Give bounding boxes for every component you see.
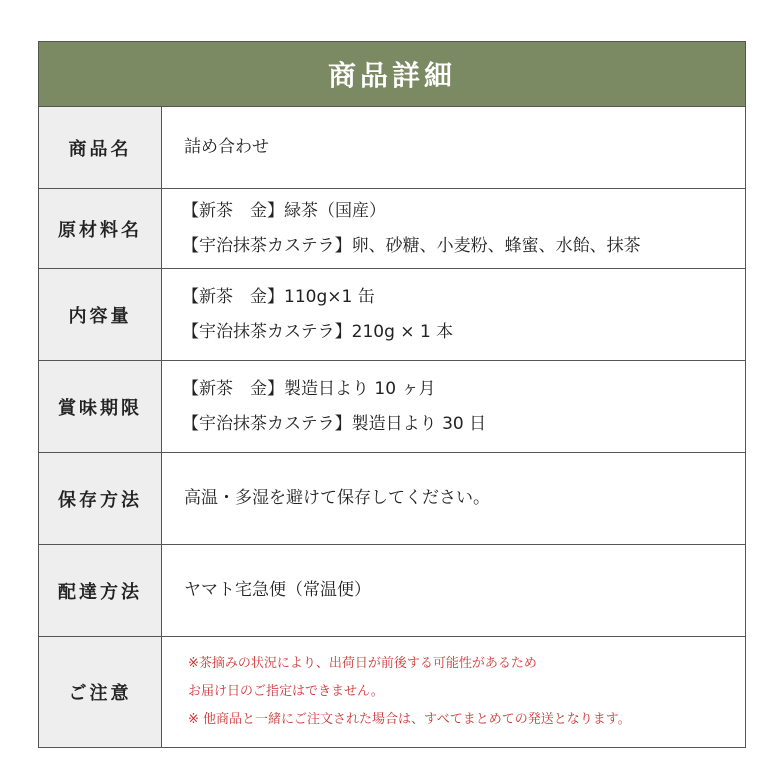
value-best-before [162,361,745,452]
row-notice [39,637,745,747]
table-title: 商品詳細 [327,59,456,92]
value-line: 【宇治抹茶カステラ】製造日より 30 日 [182,413,487,434]
value-line: 【宇治抹茶カステラ】卵、砂糖、小麦粉、蜂蜜、水飴、抹茶 [182,235,641,256]
value-delivery [162,545,745,636]
notice-line: ※ 他商品と一緒にご注文された場合は、すべてまとめての発送となります。 [188,712,631,727]
label-notice: ご注意 [39,637,162,747]
table-header [39,42,745,107]
value-line: 【新茶 金】緑茶（国産） [182,200,386,221]
label-storage: 保存方法 [39,453,162,544]
row-delivery [39,545,745,637]
value-storage [162,453,745,544]
value-line: 【新茶 金】110g×1 缶 [182,286,375,307]
label-best-before: 賞味期限 [39,361,162,452]
label-product-name: 商品名 [39,107,162,188]
label-ingredients: 原材料名 [39,189,162,268]
notice-line: ※茶摘みの状況により、出荷日が前後する可能性があるため [188,656,537,671]
value-contents [162,269,745,360]
notice-line: お届け日のご指定はできません。 [188,684,384,699]
value-product-name [162,107,745,188]
value-notice [162,637,745,747]
label-contents: 内容量 [39,269,162,360]
label-delivery: 配達方法 [39,545,162,636]
value-ingredients [162,189,745,268]
value-line: 【宇治抹茶カステラ】210g × 1 本 [182,321,454,342]
row-ingredients [39,189,745,269]
row-contents [39,269,745,361]
row-product-name [39,107,745,189]
value-line: ヤマト宅急便（常温便） [184,580,371,600]
row-best-before [39,361,745,453]
row-storage [39,453,745,545]
value-line: 詰め合わせ [184,137,269,157]
product-details-table [38,41,746,748]
value-line: 【新茶 金】製造日より 10 ヶ月 [182,378,436,399]
value-line: 高温・多湿を避けて保存してください。 [184,488,490,508]
